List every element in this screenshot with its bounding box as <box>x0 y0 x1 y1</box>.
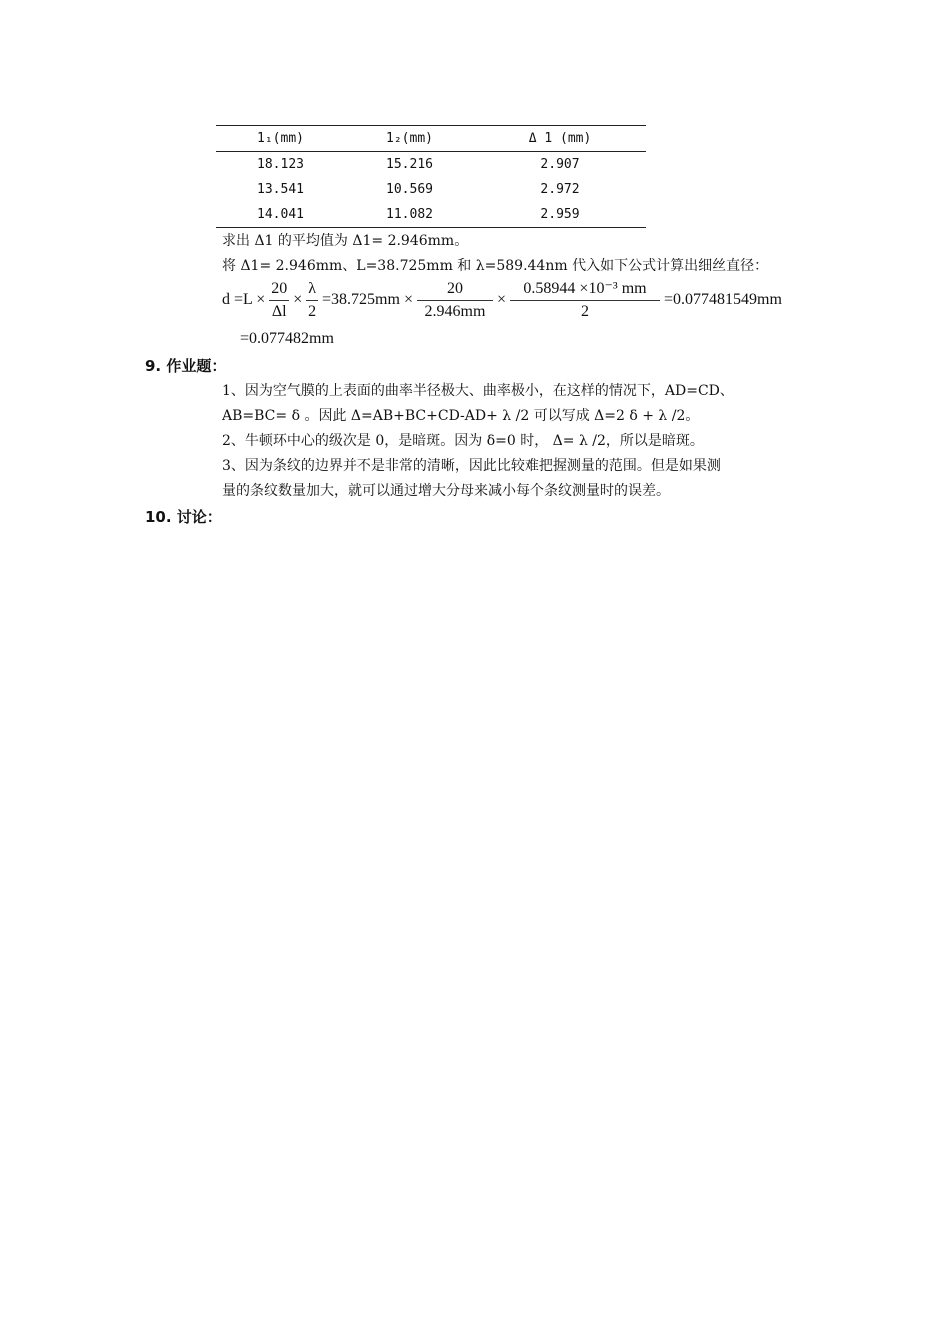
formula-substituted: =38.725mm × <box>322 291 413 309</box>
table-row <box>216 177 646 202</box>
table-header-row <box>216 126 646 152</box>
fraction-denominator: 2 <box>581 303 589 320</box>
header-delta-l: Δ 1 (mm) <box>528 131 592 146</box>
fraction-numerator: 0.58944 ×10⁻³ mm <box>510 278 660 301</box>
table-cell: 2.959 <box>540 207 580 222</box>
table-cell: 14.041 <box>257 207 304 222</box>
section-10-heading: 10. 讨论： <box>145 508 222 526</box>
table-row <box>216 202 646 228</box>
answer-1-line-1: 1、因为空气膜的上表面的曲率半径极大、曲率极小，在这样的情况下，AD=CD、 <box>222 383 734 399</box>
table-cell: 2.907 <box>540 157 580 172</box>
average-text: 求出 Δ1 的平均值为 Δ1= 2.946mm。 <box>222 233 469 249</box>
fraction-numerator: 20 <box>269 278 289 301</box>
fraction-wavelength-over-2 <box>510 278 660 323</box>
fraction-20-over-delta-l <box>269 278 289 323</box>
diameter-formula <box>222 278 782 323</box>
fraction-denominator: Δl <box>271 303 287 320</box>
header-l2: 1₂(mm) <box>386 131 433 146</box>
formula-result: =0.077481549mm <box>664 291 782 309</box>
times-sign: × <box>293 291 303 309</box>
fraction-lambda-over-2 <box>306 278 318 323</box>
measurement-table <box>216 125 646 228</box>
fraction-denominator: 2 <box>308 303 317 320</box>
table-cell: 15.216 <box>386 157 433 172</box>
answer-3-line-1: 3、因为条纹的边界并不是非常的清晰，因此比较难把握测量的范围。但是如果测 <box>222 458 721 474</box>
section-9-heading: 9. 作业题： <box>145 357 227 375</box>
fraction-20-over-2946 <box>417 278 493 323</box>
table-row <box>216 152 646 178</box>
table-cell: 11.082 <box>386 207 433 222</box>
answer-1-line-2: AB=BC= δ 。因此 Δ=AB+BC+CD-AD+ λ /2 可以写成 Δ=2 δ + λ /2。 <box>222 408 700 424</box>
substitution-text: 将 Δ1= 2.946mm、L=38.725mm 和 λ=589.44nm 代入如下公式计算出细丝直径： <box>222 258 769 274</box>
formula-rounded-result: =0.077482mm <box>240 330 334 347</box>
table-cell: 13.541 <box>257 182 304 197</box>
formula-lhs: d =L × <box>222 291 266 309</box>
table-cell: 2.972 <box>540 182 580 197</box>
answer-2: 2、牛顿环中心的级次是 0，是暗斑。因为 δ=0 时， Δ= λ /2，所以是暗斑。 <box>222 433 704 449</box>
table-cell: 10.569 <box>386 182 433 197</box>
fraction-numerator: 20 <box>417 278 493 301</box>
answer-3-line-2: 量的条纹数量加大，就可以通过增大分母来减小每个条纹测量时的误差。 <box>222 483 670 499</box>
times-sign: × <box>496 291 506 309</box>
fraction-denominator: 2.946mm <box>424 303 486 320</box>
header-l1: 1₁(mm) <box>257 131 304 146</box>
fraction-numerator: λ <box>306 278 318 301</box>
measurement-table-wrapper <box>216 125 646 228</box>
table-cell: 18.123 <box>257 157 304 172</box>
